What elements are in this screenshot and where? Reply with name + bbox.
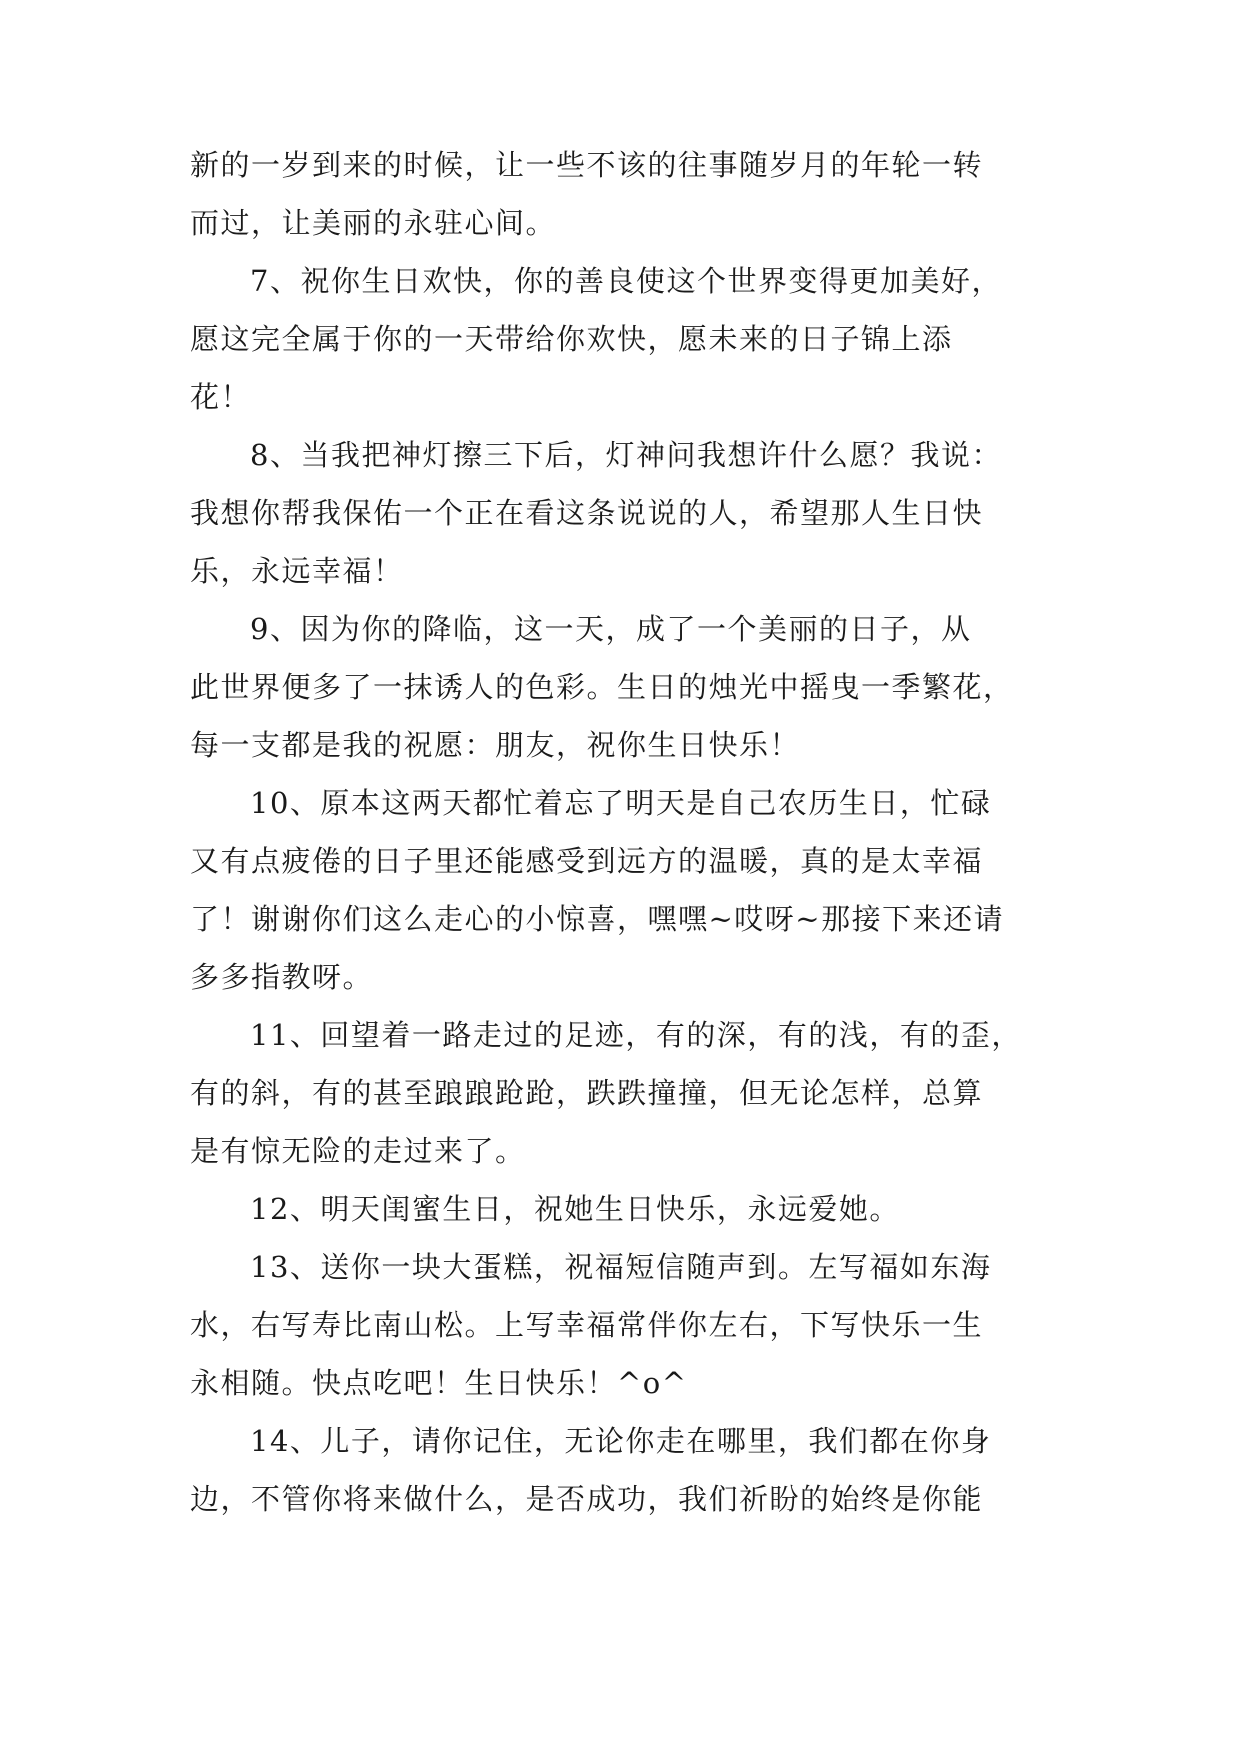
text-line: 每一支都是我的祝愿：朋友，祝你生日快乐！ <box>190 728 801 762</box>
text-line: 是有惊无险的走过来了。 <box>190 1134 526 1168</box>
text-line: 多多指教呀。 <box>190 960 374 994</box>
text-line: 而过，让美丽的永驻心间。 <box>190 206 557 240</box>
paragraph-10-line: 10、原本这两天都忙着忘了明天是自己农历生日，忙碌 <box>250 786 992 820</box>
text-line: 永相随。快点吃吧！生日快乐！^o^ <box>190 1366 688 1400</box>
text-line: 愿这完全属于你的一天带给你欢快，愿未来的日子锦上添 <box>190 322 953 356</box>
text-line: 了！谢谢你们这么走心的小惊喜，嘿嘿~哎呀~那接下来还请 <box>190 902 1005 936</box>
text-line: 又有点疲倦的日子里还能感受到远方的温暖，真的是太幸福 <box>190 844 984 878</box>
paragraph-14-line: 14、儿子，请你记住，无论你走在哪里，我们都在你身 <box>250 1424 992 1458</box>
paragraph-7-line: 7、祝你生日欢快，你的善良使这个世界变得更加美好， <box>250 264 1002 298</box>
paragraph-13-line: 13、送你一块大蛋糕，祝福短信随声到。左写福如东海 <box>250 1250 992 1284</box>
text-line: 有的斜，有的甚至踉踉跄跄，跌跌撞撞，但无论怎样，总算 <box>190 1076 984 1110</box>
text-line: 边，不管你将来做什么，是否成功，我们祈盼的始终是你能 <box>190 1482 984 1516</box>
text-line: 乐，永远幸福！ <box>190 554 404 588</box>
text-line: 此世界便多了一抹诱人的色彩。生日的烛光中摇曳一季繁花， <box>190 670 1014 704</box>
text-line: 新的一岁到来的时候，让一些不该的往事随岁月的年轮一转 <box>190 148 984 182</box>
paragraph-9-line: 9、因为你的降临，这一天，成了一个美丽的日子，从 <box>250 612 972 646</box>
paragraph-11-line: 11、回望着一路走过的足迹，有的深，有的浅，有的歪， <box>250 1018 1022 1052</box>
paragraph-12-line: 12、明天闺蜜生日，祝她生日快乐，永远爱她。 <box>250 1192 900 1226</box>
text-line: 水，右写寿比南山松。上写幸福常伴你左右，下写快乐一生 <box>190 1308 984 1342</box>
paragraph-8-line: 8、当我把神灯擦三下后，灯神问我想许什么愿？我说： <box>250 438 1002 472</box>
text-line: 我想你帮我保佑一个正在看这条说说的人，希望那人生日快 <box>190 496 984 530</box>
text-line: 花！ <box>190 380 252 414</box>
